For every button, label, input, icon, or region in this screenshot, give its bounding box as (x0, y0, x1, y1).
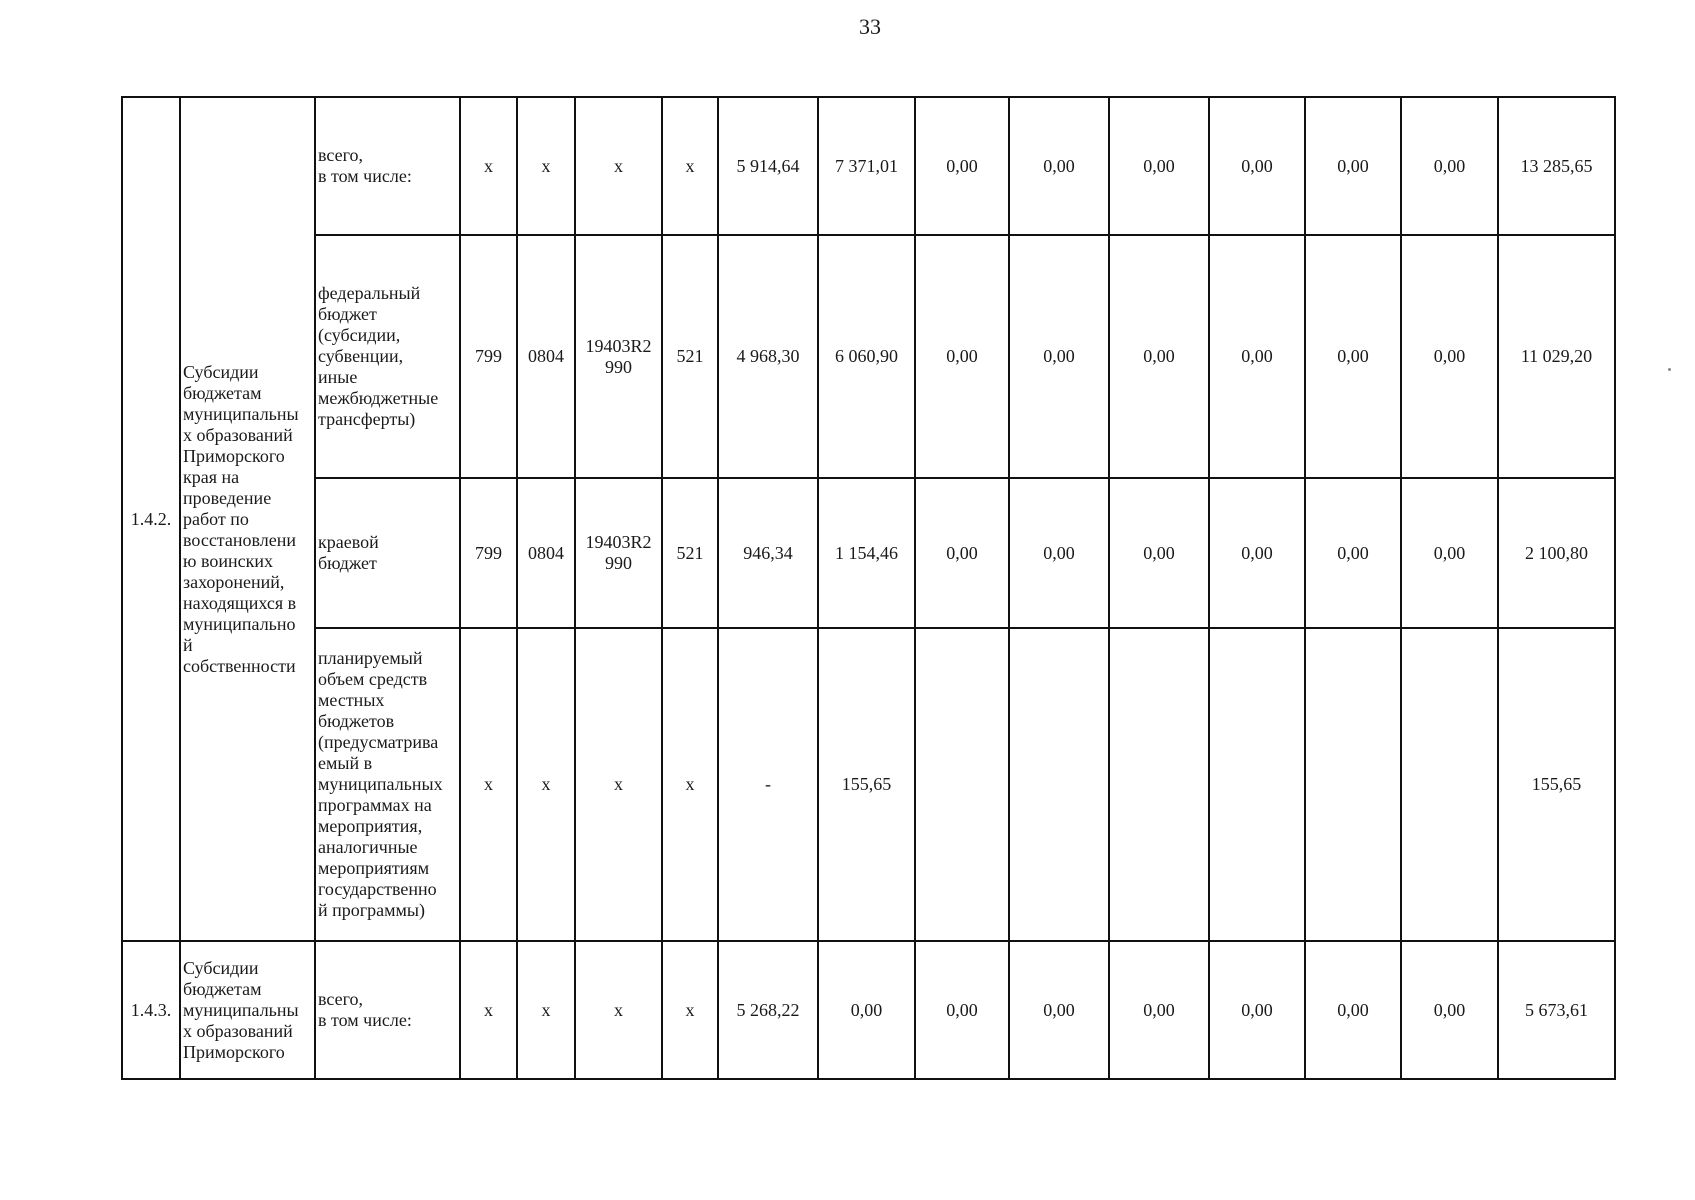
value-cell: 5 268,22 (718, 941, 818, 1079)
value-cell: 0,00 (1305, 941, 1401, 1079)
value-cell: 0,00 (1209, 235, 1305, 478)
vr-cell: x (662, 97, 718, 235)
funding-source: всего, в том числе: (315, 97, 460, 235)
csr-cell: x (575, 97, 662, 235)
grbs-cell: 799 (460, 478, 517, 628)
funding-source: планируемый объем средств местных бюджетов (предусматрива емый в муниципальных программах на мероприятия, аналогичные мероприятиям государственно й программы) (315, 628, 460, 941)
total-cell: 2 100,80 (1498, 478, 1615, 628)
funding-source: краевой бюджет (315, 478, 460, 628)
value-cell: 0,00 (1209, 478, 1305, 628)
grbs-cell: x (460, 941, 517, 1079)
value-cell: 0,00 (1009, 235, 1109, 478)
vr-cell: 521 (662, 235, 718, 478)
item-code: 1.4.3. (122, 941, 180, 1079)
csr-cell: x (575, 941, 662, 1079)
value-cell: 0,00 (1209, 97, 1305, 235)
table-row (122, 235, 1615, 478)
value-cell (915, 628, 1009, 941)
value-cell (1401, 628, 1498, 941)
value-cell: 0,00 (818, 941, 915, 1079)
value-cell: 0,00 (1009, 97, 1109, 235)
value-cell: 4 968,30 (718, 235, 818, 478)
value-cell: 1 154,46 (818, 478, 915, 628)
table-row (122, 478, 1615, 628)
value-cell (1209, 628, 1305, 941)
value-cell: 0,00 (1109, 941, 1209, 1079)
value-cell: 5 914,64 (718, 97, 818, 235)
value-cell: 0,00 (1401, 235, 1498, 478)
rzpr-cell: 0804 (517, 235, 575, 478)
value-cell: 0,00 (1401, 478, 1498, 628)
value-cell: 946,34 (718, 478, 818, 628)
total-cell: 13 285,65 (1498, 97, 1615, 235)
value-cell: 7 371,01 (818, 97, 915, 235)
value-cell: 0,00 (1305, 235, 1401, 478)
vr-cell: x (662, 941, 718, 1079)
funding-source: федеральный бюджет (субсидии, субвенции, иные межбюджетные трансферты) (315, 235, 460, 478)
csr-cell: 19403R2 990 (575, 235, 662, 478)
value-cell: 155,65 (818, 628, 915, 941)
value-cell: 0,00 (915, 941, 1009, 1079)
value-cell: 0,00 (1305, 97, 1401, 235)
value-cell (1009, 628, 1109, 941)
grbs-cell: x (460, 628, 517, 941)
value-cell (1109, 628, 1209, 941)
item-name: Субсидии бюджетам муниципальны х образований Приморского края на проведение работ по восстановлени ю воинских захоронений, находящихся в муниципально й собственности (180, 97, 315, 941)
value-cell: 0,00 (1009, 941, 1109, 1079)
item-code: 1.4.2. (122, 97, 180, 941)
csr-cell: x (575, 628, 662, 941)
rzpr-cell: 0804 (517, 478, 575, 628)
value-cell: 0,00 (1109, 97, 1209, 235)
grbs-cell: 799 (460, 235, 517, 478)
rzpr-cell: x (517, 941, 575, 1079)
rzpr-cell: x (517, 97, 575, 235)
scan-speck (1668, 368, 1671, 371)
value-cell: 0,00 (1009, 478, 1109, 628)
page-number: 33 (859, 14, 881, 39)
value-cell: 0,00 (915, 97, 1009, 235)
value-cell: 0,00 (1401, 941, 1498, 1079)
value-cell: - (718, 628, 818, 941)
total-cell: 155,65 (1498, 628, 1615, 941)
value-cell: 6 060,90 (818, 235, 915, 478)
funding-source: всего, в том числе: (315, 941, 460, 1079)
table-row (122, 628, 1615, 941)
value-cell (1305, 628, 1401, 941)
value-cell: 0,00 (1109, 478, 1209, 628)
value-cell: 0,00 (915, 478, 1009, 628)
rzpr-cell: x (517, 628, 575, 941)
value-cell: 0,00 (915, 235, 1009, 478)
table-row (122, 941, 1615, 1079)
csr-cell: 19403R2 990 (575, 478, 662, 628)
table-row (122, 97, 1615, 235)
vr-cell: x (662, 628, 718, 941)
total-cell: 5 673,61 (1498, 941, 1615, 1079)
total-cell: 11 029,20 (1498, 235, 1615, 478)
vr-cell: 521 (662, 478, 718, 628)
value-cell: 0,00 (1209, 941, 1305, 1079)
value-cell: 0,00 (1305, 478, 1401, 628)
value-cell: 0,00 (1401, 97, 1498, 235)
value-cell: 0,00 (1109, 235, 1209, 478)
item-name: Субсидии бюджетам муниципальны х образований Приморского (180, 941, 315, 1079)
grbs-cell: x (460, 97, 517, 235)
budget-table (121, 96, 1616, 1080)
